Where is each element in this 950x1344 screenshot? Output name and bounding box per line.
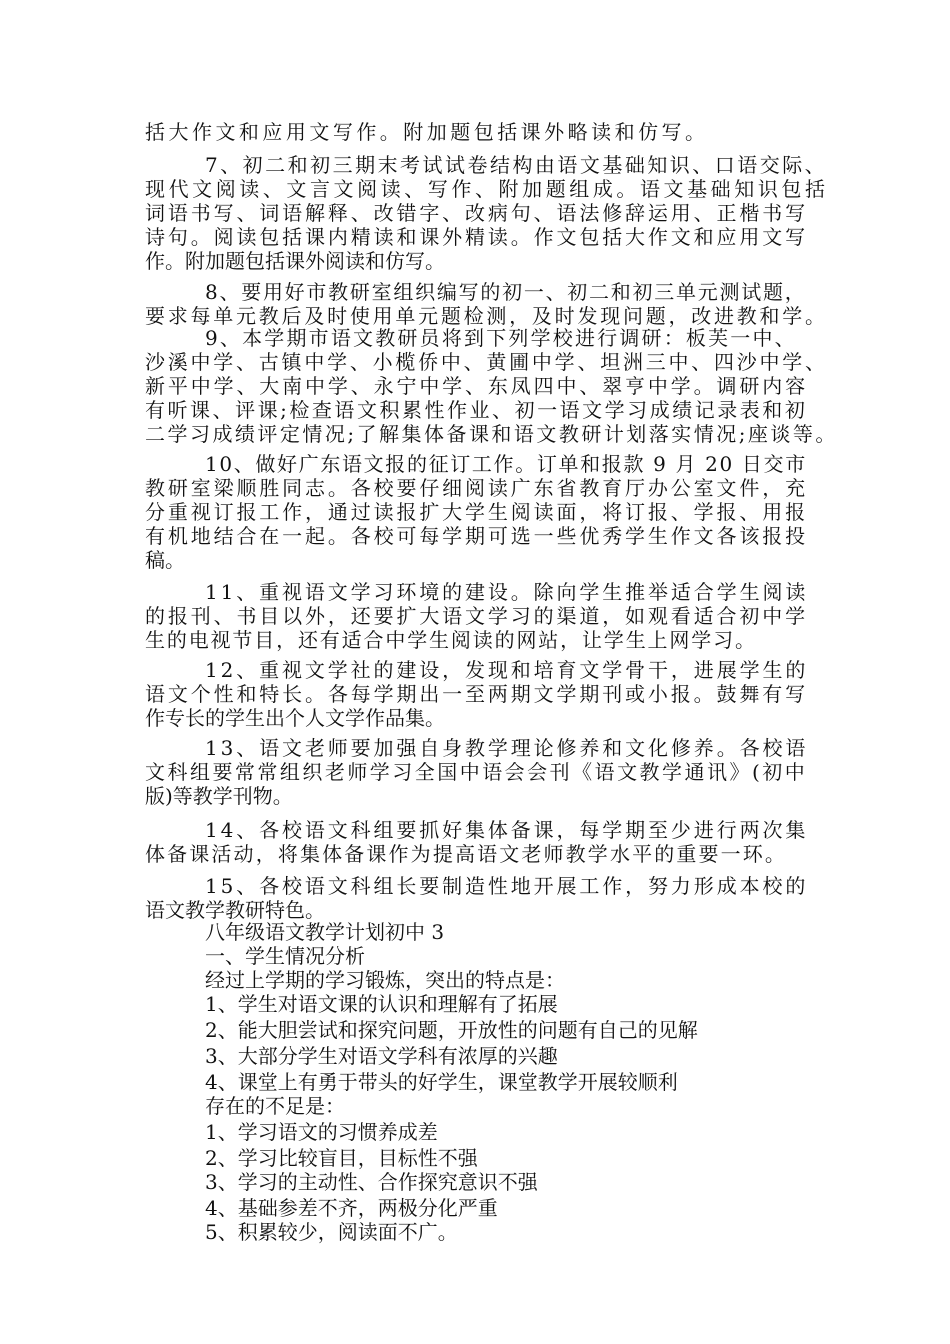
text-line: 1、学生对语文课的认识和理解有了拓展 <box>205 992 558 1016</box>
text-line: 沙溪中学、古镇中学、小榄侨中、黄圃中学、坦洲三中、四沙中学、 <box>145 350 828 374</box>
text-line: 12、重视文学社的建设，发现和培育文学骨干，进展学生的 <box>205 658 809 682</box>
text-line: 13、语文老师要加强自身教学理论修养和文化修养。各校语 <box>205 736 809 760</box>
text-line: 括大作文和应用文写作。附加题包括课外略读和仿写。 <box>145 120 709 144</box>
text-line: 11、重视语文学习环境的建设。除向学生推举适合学生阅读 <box>205 580 809 604</box>
text-line: 二学习成绩评定情况;了解集体备课和语文教研计划落实情况;座谈等。 <box>145 422 838 446</box>
text-line: 作专长的学生出个人文学作品集。 <box>145 706 445 730</box>
text-line: 语文个性和特长。各每学期出一至两期文学期刊或小报。鼓舞有写 <box>145 682 808 706</box>
text-line: 诗句。阅读包括课内精读和课外精读。作文包括大作文和应用文写 <box>145 225 808 249</box>
text-line: 4、课堂上有勇于带头的好学生，课堂教学开展较顺利 <box>205 1070 678 1094</box>
text-line: 有听课、评课;检查语文积累性作业、初一语文学习成绩记录表和初 <box>145 398 808 422</box>
text-line: 文科组要常常组织老师学习全国中语会会刊《语文教学通讯》(初中 <box>145 760 808 784</box>
text-line: 7、初二和初三期末考试试卷结构由语文基础知识、口语交际、 <box>205 153 828 177</box>
text-line: 8、要用好市教研室组织编写的初一、初二和初三单元测试题， <box>205 280 807 304</box>
text-line: 3、学习的主动性、合作探究意识不强 <box>205 1170 538 1194</box>
text-line: 2、学习比较盲目，目标性不强 <box>205 1146 478 1170</box>
text-line: 词语书写、词语解释、改错字、改病句、语法修辞运用、正楷书写 <box>145 201 808 225</box>
text-line: 作。附加题包括课外阅读和仿写。 <box>145 249 445 273</box>
text-line: 八年级语文教学计划初中 3 <box>205 920 445 944</box>
text-line: 有机地结合在一起。各校可每学期可选一些优秀学生作文各该报投 <box>145 524 808 548</box>
text-line: 5、积累较少，阅读面不广。 <box>205 1220 458 1244</box>
text-line: 15、各校语文科组长要制造性地开展工作，努力形成本校的 <box>205 874 809 898</box>
text-line: 的报刊、书目以外，还要扩大语文学习的渠道，如观看适合初中学 <box>145 604 808 628</box>
text-line: 4、基础参差不齐，两极分化严重 <box>205 1196 498 1220</box>
text-line: 生的电视节目，还有适合中学生阅读的网站，让学生上网学习。 <box>145 628 757 652</box>
text-line: 现代文阅读、文言文阅读、写作、附加题组成。语文基础知识包括 <box>145 177 829 201</box>
text-line: 9、本学期市语文教研员将到下列学校进行调研：板芙一中、 <box>205 326 797 350</box>
text-line: 稿。 <box>145 548 185 572</box>
text-line: 新平中学、大南中学、永宁中学、东凤四中、翠亨中学。调研内容 <box>145 374 808 398</box>
text-line: 一、学生情况分析 <box>205 944 365 968</box>
text-line: 14、各校语文科组要抓好集体备课，每学期至少进行两次集 <box>205 818 809 842</box>
text-line: 语文教学教研特色。 <box>145 898 325 922</box>
text-line: 教研室梁顺胜同志。各校要仔细阅读广东省教育厅办公室文件，充 <box>145 476 808 500</box>
text-line: 2、能大胆尝试和探究问题，开放性的问题有自己的见解 <box>205 1018 698 1042</box>
text-line: 3、大部分学生对语文学科有浓厚的兴趣 <box>205 1044 558 1068</box>
text-line: 版)等教学刊物。 <box>145 784 293 808</box>
text-line: 10、做好广东语文报的征订工作。订单和报款 9 月 20 日交市 <box>205 452 807 476</box>
text-line: 存在的不足是： <box>205 1094 345 1118</box>
text-line: 要求每单元教后及时使用单元题检测，及时发现问题，改进教和学。 <box>145 304 828 328</box>
text-line: 体备课活动，将集体备课作为提高语文老师教学水平的重要一环。 <box>145 842 788 866</box>
text-line: 经过上学期的学习锻炼，突出的特点是： <box>205 968 565 992</box>
text-line: 分重视订报工作，通过读报扩大学生阅读面，将订报、学报、用报 <box>145 500 808 524</box>
text-line: 1、学习语文的习惯养成差 <box>205 1120 438 1144</box>
